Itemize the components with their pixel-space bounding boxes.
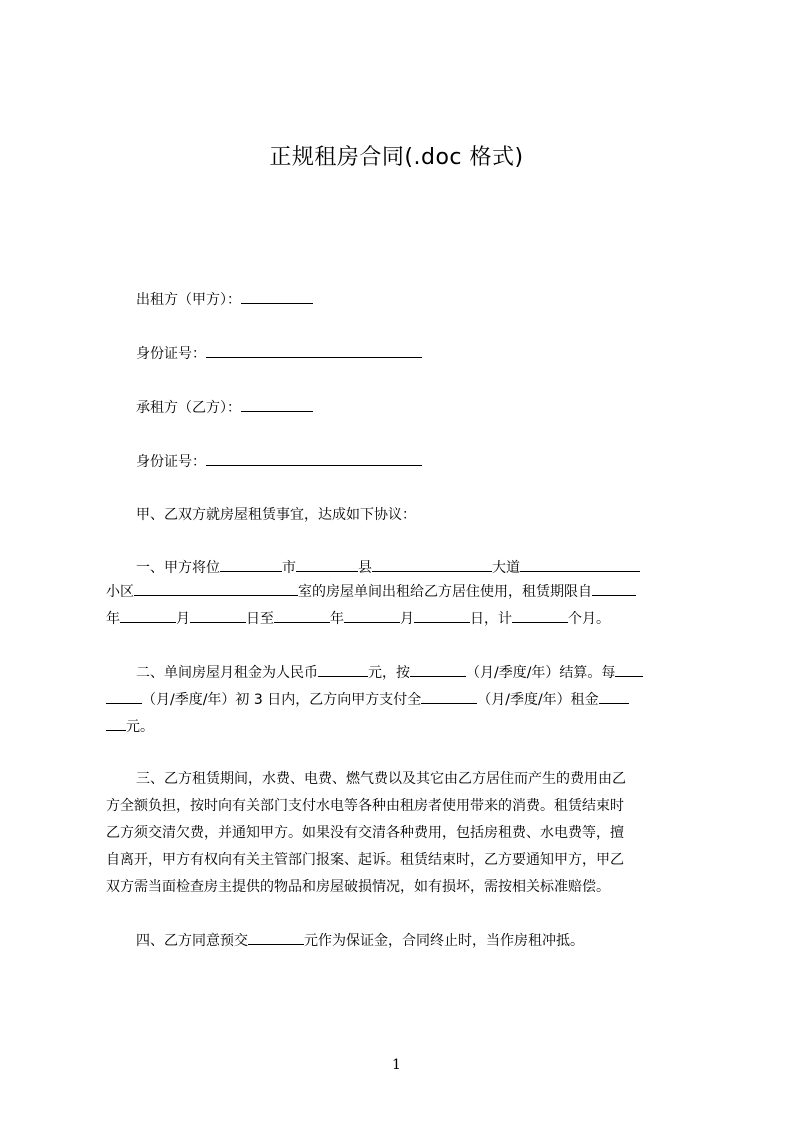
clause4-line1 <box>106 928 701 955</box>
start-month-blank[interactable] <box>190 608 246 623</box>
intro-line <box>106 502 701 529</box>
clause1-text: 市 <box>282 560 296 576</box>
avenue-blank[interactable] <box>372 557 492 572</box>
lessor-id-label: 身份证号： <box>136 346 206 362</box>
clause1-text: 月 <box>400 611 414 627</box>
intro-text: 甲、乙双方就房屋租赁事宜，达成如下协议： <box>136 507 416 523</box>
clause1-text: 月 <box>176 611 190 627</box>
clause1-text: 日，计 <box>470 611 512 627</box>
clause3-text: 方全额负担，按时向有关部门支付水电等各种由租房者使用带来的消费。租赁结束时 <box>106 798 624 814</box>
clause1-text: 个月。 <box>568 611 610 627</box>
clause2-text: 二、单间房屋月租金为人民币 <box>136 665 318 681</box>
county-blank[interactable] <box>296 557 358 572</box>
lessee-id-blank[interactable] <box>206 451 422 466</box>
clause1-text: 小区 <box>106 584 134 600</box>
settlement-period-blank[interactable] <box>410 662 466 677</box>
community-blank[interactable] <box>134 581 298 596</box>
clause3-text: 三、乙方租赁期间，水费、电费、燃气费以及其它由乙方居住而产生的费用由乙 <box>136 771 626 787</box>
clause2-text: 元。 <box>126 719 154 735</box>
clause1-line1 <box>106 555 701 582</box>
clause1-text: 年 <box>106 611 120 627</box>
clause3-line2 <box>106 793 701 820</box>
monthly-rent-blank[interactable] <box>318 662 368 677</box>
clause1-text: 县 <box>358 560 372 576</box>
clause2-line1 <box>106 660 701 687</box>
start-year-blank[interactable] <box>592 581 636 596</box>
clause3-line3 <box>106 820 701 847</box>
deposit-blank[interactable] <box>248 930 304 945</box>
full-period-blank[interactable] <box>421 689 477 704</box>
end-month-blank[interactable] <box>344 608 400 623</box>
clause3-text: 自离开，甲方有权向有关主管部门报案、起诉。租赁结束时，乙方要通知甲方，甲乙 <box>106 852 624 868</box>
lessee-name-blank[interactable] <box>241 397 313 412</box>
avenue-tail-blank[interactable] <box>520 557 640 572</box>
payment-period-blank[interactable] <box>615 662 643 677</box>
clause2-line2 <box>106 687 701 714</box>
clause2-text: （月/季度/年）租金 <box>477 692 599 708</box>
clause2-text: （月/季度/年）结算。每 <box>466 665 616 681</box>
document-title: 正规租房合同(.doc 格式) <box>269 145 524 170</box>
clause4-text: 元作为保证金，合同终止时，当作房租冲抵。 <box>304 933 584 949</box>
lessor-line <box>106 287 701 314</box>
end-year-blank[interactable] <box>274 608 330 623</box>
rent-amount-blank[interactable] <box>599 689 629 704</box>
page-number: 1 <box>392 1057 401 1073</box>
clause2-line3 <box>106 714 701 741</box>
clause2-text: （月/季度/年）初 3 日内，乙方向甲方支付全 <box>142 692 422 708</box>
clause1-text: 年 <box>330 611 344 627</box>
start-year-blank-2[interactable] <box>120 608 176 623</box>
clause1-text: 日至 <box>246 611 274 627</box>
lessee-id-line <box>106 449 701 476</box>
clause2-text: 元，按 <box>368 665 410 681</box>
lessee-line <box>106 395 701 422</box>
lessee-label: 承租方（乙方）： <box>136 400 241 416</box>
lessee-id-label: 身份证号： <box>136 454 206 470</box>
clause3-text: 双方需当面检查房主提供的物品和房屋破损情况，如有损坏，需按相关标准赔偿。 <box>106 879 610 895</box>
end-day-blank[interactable] <box>414 608 470 623</box>
rent-amount-blank-2[interactable] <box>106 716 126 731</box>
clause1-text: 大道 <box>492 560 520 576</box>
lessor-label: 出租方（甲方）： <box>136 292 241 308</box>
clause3-line1 <box>106 766 701 793</box>
lessor-id-blank[interactable] <box>206 343 422 358</box>
lessor-id-line <box>106 341 701 368</box>
city-blank[interactable] <box>220 557 282 572</box>
clause1-text: 一、甲方将位 <box>136 560 220 576</box>
clause4-text: 四、乙方同意预交 <box>136 933 248 949</box>
months-blank[interactable] <box>512 608 568 623</box>
clause1-line3 <box>106 606 701 633</box>
clause1-line2 <box>106 579 701 606</box>
clause3-line5 <box>106 874 701 901</box>
clause3-text: 乙方须交清欠费，并通知甲方。如果没有交清各种费用，包括房租费、水电费等，擅 <box>106 825 624 841</box>
clause3-line4 <box>106 847 701 874</box>
clause1-text: 室的房屋单间出租给乙方居住使用，租赁期限自 <box>298 584 592 600</box>
lessor-name-blank[interactable] <box>241 289 313 304</box>
payment-period-blank-2[interactable] <box>106 689 142 704</box>
